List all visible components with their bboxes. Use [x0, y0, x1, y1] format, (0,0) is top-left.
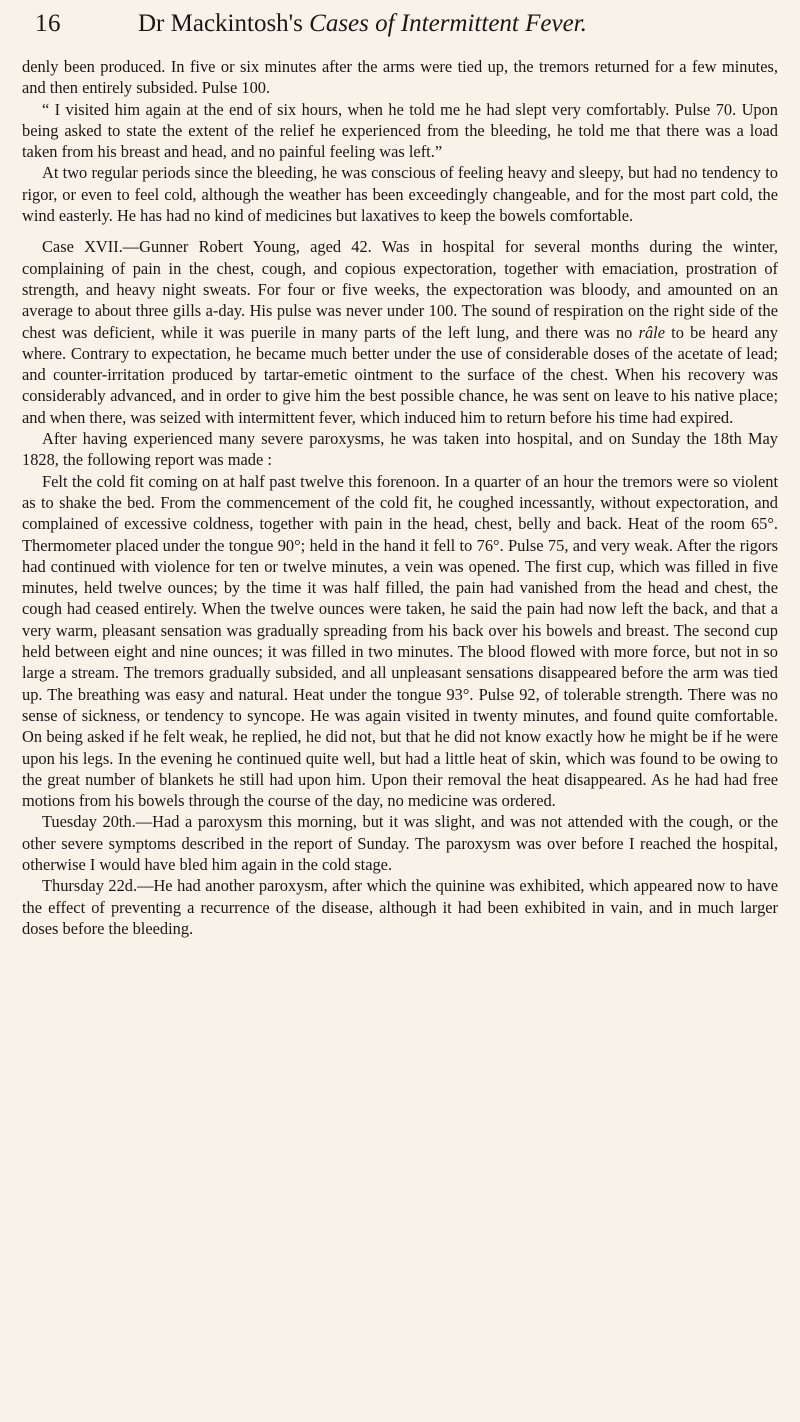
running-title	[138, 10, 587, 38]
running-title-author: Dr Mackintosh's	[138, 10, 303, 37]
paragraph-thursday-22d: Thursday 22d.—He had another paroxysm, after which the quinine was exhibited, which appeared now to have the effect of preventing a recurrence of the disease, although it had been exhibited in vain, and in much larger doses before the bleeding.	[22, 876, 778, 938]
case-xvii-text-after: to be heard any where. Contrary to expectation, he became much better under the use of considerable doses of the acetate of lead; and counter-irritation produced by tartar-emetic ointment to the surface of the chest. When his recovery was considerably advanced, and in order to give him the best possible chance, he was sent on leave to his native place; and when there, was seized with intermittent fever, which induced him to return before his time had expired.	[22, 322, 778, 427]
running-title-subject: Cases of Intermittent Fever.	[309, 10, 587, 37]
case-xvii-text-before: Case XVII.—Gunner Robert Young, aged 42. Was in hospital for several months during the winter, complaining of pain in the chest, cough, and copious expectoration, together with emaciation, prostration of strength, and heavy night sweats. For four or five weeks, the expectoration was bloody, and amounted on an average to about three gills a-day. His pulse was never under 100. The sound of respiration on the right side of the chest was deficient, while it was puerile in many parts of the left lung, and there was no	[22, 237, 778, 342]
case-xvii-italic-term: râle	[638, 322, 665, 342]
paragraph-quoted-report: “ I visited him again at the end of six hours, when he told me he had slept very comfortably. Pulse 70. Upon being asked to state the extent of the relief he experienced from the bleeding, he told me that there was a load taken from his breast and head, and no painful feeling was left.”	[22, 99, 778, 162]
paragraph-periods-since-bleeding: At two regular periods since the bleeding, he was conscious of feeling heavy and sleepy, but had no tendency to rigor, or even to feel cold, although the weather has been exceedingly changeable, and for the most part cold, the wind easterly. He has had no kind of medicines but laxatives to keep the bowels comfortable.	[22, 163, 778, 226]
body-text	[22, 56, 778, 939]
paragraph-case-xvii	[22, 236, 778, 428]
paragraph-tuesday-20th: Tuesday 20th.—Had a paroxysm this morning, but it was slight, and was not attended with the cough, or the other severe symptoms described in the report of Sunday. The paroxysm was over before I reached the hospital, otherwise I would have bled him again in the cold stage.	[22, 812, 778, 874]
paragraph-continuation: denly been produced. In five or six minutes after the arms were tied up, the tremors returned for a few minutes, and then entirely subsided. Pulse 100.	[22, 57, 778, 98]
paragraph-report-18th-may: Felt the cold fit coming on at half past twelve this forenoon. In a quarter of an hour the tremors were so violent as to shake the bed. From the commencement of the cold fit, he coughed incessantly, without expectoration, and complained of excessive coldness, together with pain in the head, chest, belly and back. Heat of the room 65°. Thermometer placed under the tongue 90°; held in the hand it fell to 76°. Pulse 75, and very weak. After the rigors had continued with violence for ten or twelve minutes, a vein was opened. The first cup, which was filled in five minutes, held twelve ounces; by the time it was half filled, the pain had vanished from the head and chest, the cough had ceased entirely. When the twelve ounces were taken, he said the pain had now left the back, and that a very warm, pleasant sensation was gradually spreading from his back over his bowels and breast. The second cup held between eight and nine ounces; it was filled in two minutes. The blood flowed with more force, but not in so large a stream. The tremors gradually subsided, and all unpleasant sensations disappeared before the arm was tied up. The breathing was easy and natural. Heat under the tongue 93°. Pulse 92, of tolerable strength. There was no sense of sickness, or tendency to syncope. He was again visited in twenty minutes, and found quite comfortable. On being asked if he felt weak, he replied, he did not, but that he did not know exactly how he might be if he were upon his legs. In the evening he continued quite well, but had a little heat of skin, which was found to be owing to the great number of blankets he still had upon him. Upon their removal the heat disappeared. As he had had free motions from his bowels through the course of the day, no medicine was ordered.	[22, 471, 778, 811]
page-number: 16	[35, 10, 61, 37]
running-head	[22, 10, 778, 48]
paragraph-admission: After having experienced many severe paroxysms, he was taken into hospital, and on Sunday the 18th May 1828, the following report was made :	[22, 429, 778, 470]
